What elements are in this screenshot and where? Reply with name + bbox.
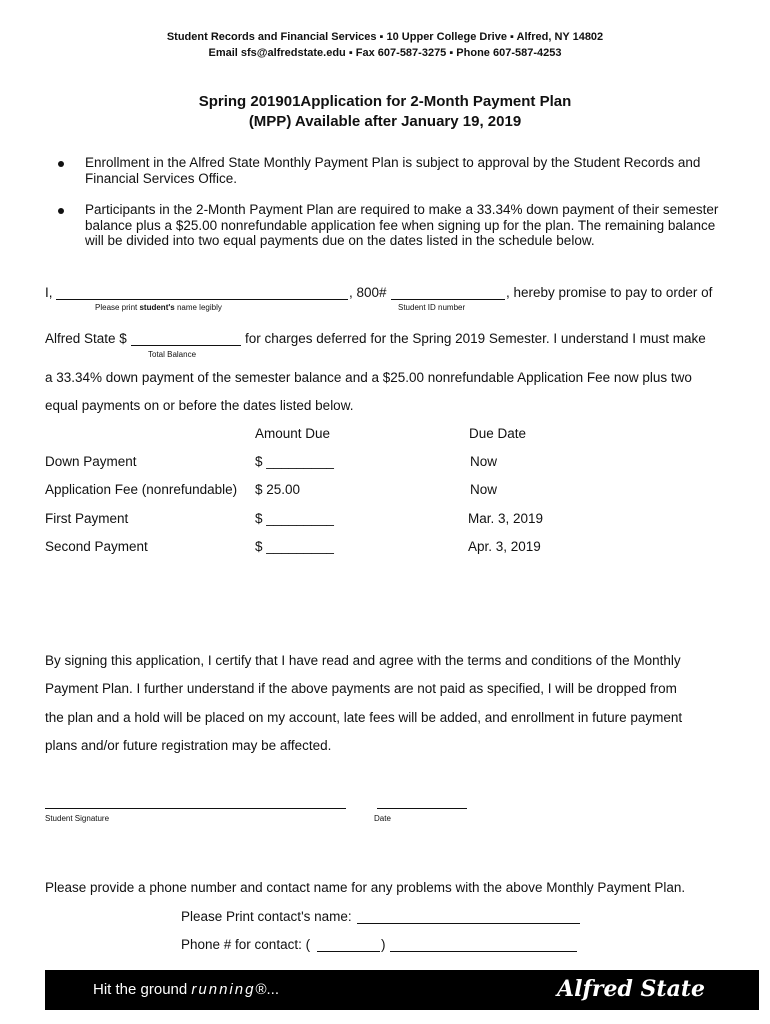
signature-date-field[interactable] — [377, 808, 467, 809]
alfred-prefix: Alfred State $ — [45, 331, 127, 346]
office-contact: Email sfs@alfredstate.edu ▪ Fax 607-587-3275 ▪ Phone 607-587-4253 — [208, 47, 562, 59]
due-date-header: Due Date — [469, 426, 527, 441]
charges-text: for charges deferred for the Spring 2019 Semester. I understand I must make — [245, 331, 706, 346]
student-id-caption: Student ID number — [398, 303, 466, 312]
first-payment-amount-field[interactable]: $ _________ — [255, 511, 334, 526]
bullet-icon — [58, 208, 64, 214]
office-address: Student Records and Financial Services ▪ 10 Upper College Drive ▪ Alfred, NY 14802 — [166, 31, 604, 43]
phone-area-code-field[interactable] — [317, 951, 380, 952]
down-payment-amount-field[interactable]: $ _________ — [255, 454, 334, 469]
contact-name-field[interactable] — [357, 923, 580, 924]
phone-paren-close: ) — [381, 937, 386, 952]
footer-tagline: Hit the ground running®... — [93, 981, 280, 998]
down-payment-text: a 33.34% down payment of the semester balance and a $25.00 nonrefundable Application Fee now plus two — [45, 370, 692, 385]
contact-name-label: Please Print contact's name: — [181, 909, 352, 924]
schedule-label-first-payment: First Payment — [45, 511, 129, 526]
total-balance-field[interactable] — [131, 345, 241, 346]
certify-line4: plans and/or future registration may be affected. — [45, 738, 332, 753]
id-prefix: , 800# — [349, 285, 387, 300]
total-balance-caption: Total Balance — [148, 350, 197, 359]
first-payment-due-date: Mar. 3, 2019 — [468, 511, 544, 526]
second-payment-due-date: Apr. 3, 2019 — [468, 539, 541, 554]
form-title-line1: Spring 201901Application for 2-Month Payment Plan — [198, 93, 572, 110]
schedule-label-application-fee: Application Fee (nonrefundable) — [45, 482, 238, 497]
second-payment-amount-field[interactable]: $ _________ — [255, 539, 334, 554]
contact-intro: Please provide a phone number and contact name for any problems with the above Monthly Payment Plan. — [45, 880, 686, 895]
certify-line3: the plan and a hold will be placed on my account, late fees will be added, and enrollment in future payment — [45, 710, 683, 725]
student-signature-caption: Student Signature — [45, 814, 110, 823]
certify-line2: Payment Plan. I further understand if the above payments are not paid as specified, I will be dropped from — [45, 681, 677, 696]
form-title-line2: (MPP) Available after January 19, 2019 — [248, 113, 522, 130]
promise-suffix: , hereby promise to pay to order of — [506, 285, 713, 300]
phone-number-field[interactable] — [390, 951, 577, 952]
equal-payments-text: equal payments on or before the dates listed below. — [45, 398, 354, 413]
bullet-icon — [58, 161, 64, 167]
certify-line1: By signing this application, I certify that I have read and agree with the terms and conditions of the Monthly — [45, 653, 681, 668]
application-fee-due-date: Now — [470, 482, 498, 497]
i-prefix: I, — [45, 285, 53, 300]
date-caption: Date — [374, 814, 391, 823]
student-id-field[interactable] — [391, 299, 505, 300]
student-signature-field[interactable] — [45, 808, 346, 809]
bullet-approval: Enrollment in the Alfred State Monthly Payment Plan is subject to approval by the Student Records and Financial Services Office. — [85, 155, 701, 186]
alfred-state-logo: Alfred State — [557, 976, 705, 1002]
student-name-caption: Please print student's name legibly — [95, 303, 222, 312]
schedule-label-down-payment: Down Payment — [45, 454, 137, 469]
schedule-label-second-payment: Second Payment — [45, 539, 148, 554]
bullet-down-payment: Participants in the 2-Month Payment Plan are required to make a 33.34% down payment of their semester balance plus a $25.00 nonrefundable application fee when signing up for the plan. The remaining balance will be divided into two equal payments due on the dates listed in the schedule below. — [85, 202, 719, 248]
student-name-field[interactable] — [56, 299, 348, 300]
application-fee-amount: $ 25.00 — [255, 482, 301, 497]
amount-due-header: Amount Due — [255, 426, 331, 441]
down-payment-due-date: Now — [470, 454, 498, 469]
contact-phone-label: Phone # for contact: ( — [181, 937, 311, 952]
footer-banner — [45, 970, 759, 1010]
